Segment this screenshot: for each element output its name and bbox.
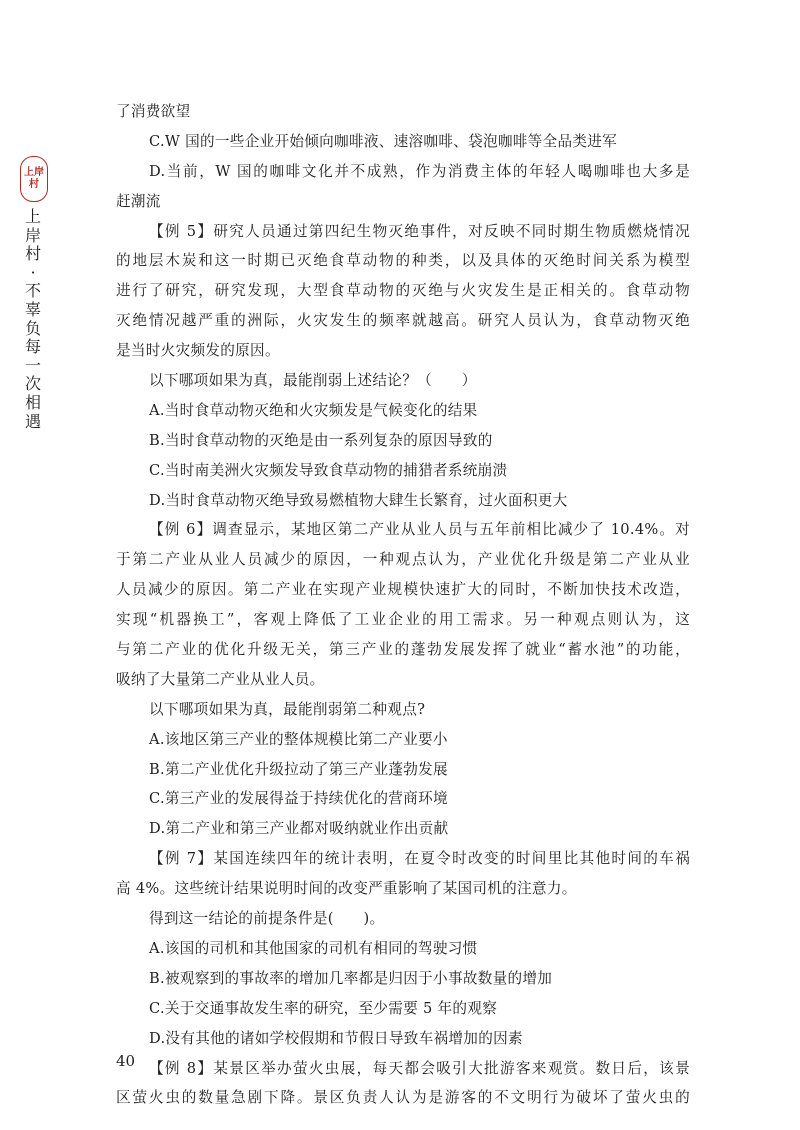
side-motto-char: 不 (24, 281, 41, 301)
side-motto-char: 每 (24, 337, 41, 357)
brand-logo-seal: 上岸 村 (20, 156, 48, 202)
text-line: 的地层木炭和这一时期已灭绝食草动物的种类，以及具体的灭绝时间关系为模型 (116, 252, 690, 270)
text-line: 以下哪项如果为真，最能削弱上述结论？（ ） (149, 372, 477, 390)
side-motto (23, 208, 43, 431)
text-line: A.该地区第三产业的整体规模比第二产业要小 (149, 730, 448, 748)
page-body (116, 97, 690, 1113)
side-motto-char: 次 (24, 374, 41, 394)
text-line: C.W 国的一些企业开始倾向咖啡液、速溶咖啡、袋泡咖啡等全品类进军 (149, 132, 618, 150)
text-line: B.第二产业优化升级拉动了第三产业蓬勃发展 (149, 760, 448, 778)
text-line: D.第二产业和第三产业都对吸纳就业作出贡献 (149, 820, 449, 838)
text-line: 【例 8】某景区举办萤火虫展，每天都会吸引大批游客来观赏。数日后，该景 (149, 1059, 690, 1077)
side-motto-char: 岸 (24, 225, 41, 245)
text-line: 是当时火灾频发的原因。 (116, 342, 280, 360)
text-line: 以下哪项如果为真，最能削弱第二种观点? (149, 700, 426, 718)
text-line: 高 4%。这些统计结果说明时间的改变严重影响了某国司机的注意力。 (116, 880, 577, 898)
text-line: 灭绝情况越严重的洲际，火灾发生的频率就越高。研究人员认为，食草动物灭绝 (116, 312, 690, 330)
text-line: B.当时食草动物的灭绝是由一系列复杂的原因导致的 (149, 431, 493, 449)
text-line: D.没有其他的诸如学校假期和节假日导致车祸增加的因素 (149, 1029, 523, 1047)
side-motto-char: 负 (24, 318, 41, 338)
text-line: 吸纳了大量第二产业从业人员。 (116, 670, 325, 688)
text-line: C.当时南美洲火灾频发导致食草动物的捕猎者系统崩溃 (149, 461, 508, 479)
side-motto-char: · (30, 262, 36, 282)
side-motto-char: 上 (24, 207, 41, 226)
text-line: A.当时食草动物灭绝和火灾频发是气候变化的结果 (149, 401, 478, 419)
side-motto-char: 村 (24, 244, 41, 264)
text-line: 实现“机器换工”，客观上降低了工业企业的用工需求。另一种观点则认为，这 (116, 611, 690, 629)
text-line: D.当前，W 国的咖啡文化并不成熟，作为消费主体的年轻人喝咖啡也大多是 (149, 162, 690, 180)
side-motto-char: 一 (24, 355, 41, 375)
text-line: D.当时食草动物灭绝导致易燃植物大肆生长繁育，过火面积更大 (149, 491, 568, 509)
text-line: A.该国的司机和其他国家的司机有相同的驾驶习惯 (149, 939, 478, 957)
side-motto-char: 相 (24, 392, 41, 412)
text-line: 【例 7】某国连续四年的统计表明，在夏令时改变的时间里比其他时间的车祸 (149, 850, 690, 868)
side-motto-char: 遇 (24, 411, 41, 431)
text-line: 【例 5】研究人员通过第四纪生物灭绝事件，对反映不同时期生物质燃烧情况 (149, 222, 690, 240)
text-line: 进行了研究，研究发现，大型食草动物的灭绝与火灾发生是正相关的。食草动物 (116, 282, 690, 300)
text-line: C.第三产业的发展得益于持续优化的营商环境 (149, 790, 448, 808)
text-line: 区萤火虫的数量急剧下降。景区负责人认为是游客的不文明行为破坏了萤火虫的 (116, 1089, 690, 1107)
page-number: 40 (116, 1052, 136, 1070)
side-motto-char: 辜 (24, 299, 41, 319)
text-line: C.关于交通事故发生率的研究，至少需要 5 年的观察 (149, 999, 498, 1017)
text-line: 于第二产业从业人员减少的原因，一种观点认为，产业优化升级是第二产业从业 (116, 551, 690, 569)
text-line: 了消费欲望 (116, 103, 191, 120)
text-line: 得到这一结论的前提条件是( )。 (149, 910, 385, 928)
text-line: B.被观察到的事故率的增加几率都是归因于小事故数量的增加 (149, 969, 553, 987)
text-line: 与第二产业的优化升级无关，第三产业的蓬勃发展发挥了就业“蓄水池”的功能， (116, 641, 690, 659)
text-line: 人员减少的原因。第二产业在实现产业规模快速扩大的同时，不断加快技术改造， (116, 581, 690, 599)
text-line: 赶潮流 (116, 192, 161, 210)
text-line: 【例 6】调查显示，某地区第二产业从业人员与五年前相比减少了 10.4%。对 (149, 521, 690, 539)
